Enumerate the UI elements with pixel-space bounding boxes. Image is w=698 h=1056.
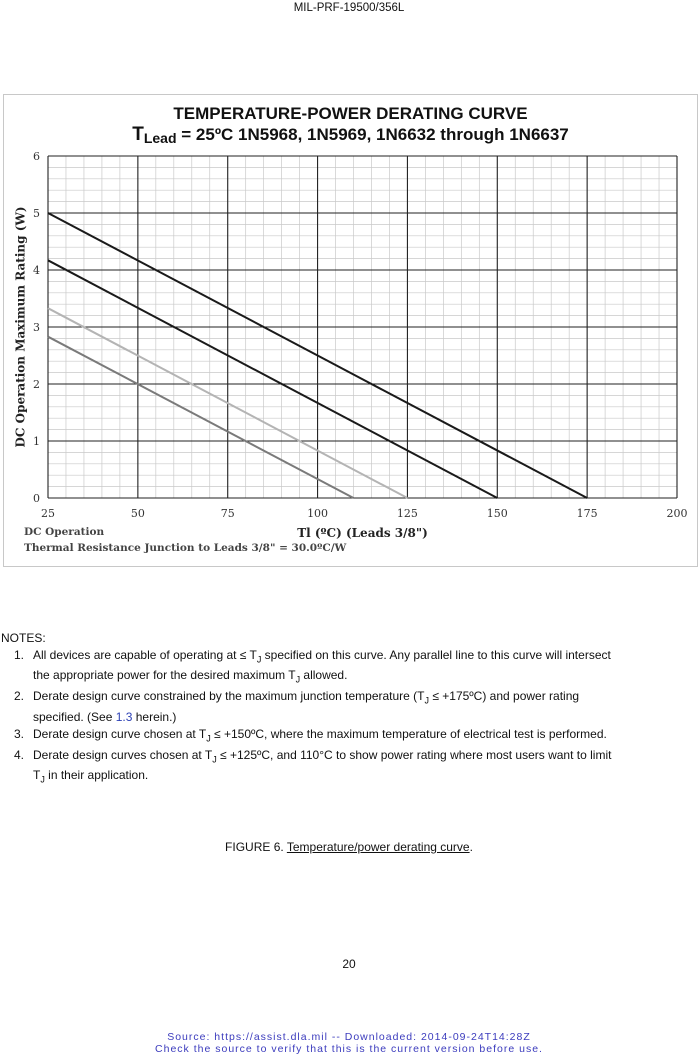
note-number: 1.	[14, 647, 25, 662]
chart-plot	[4, 95, 697, 566]
y-tick-label: 0	[33, 492, 40, 505]
note-1: 1. All devices are capable of operating at ≤ $T_J$ specified on this curve. Any parallel line to this curve will intersect the appropriate power for the desired maximum $T_J$ allowed.	[14, 647, 611, 685]
note-number: 3.	[14, 726, 25, 741]
source-line-1: Source: https://assist.dla.mil -- Downloaded: 2014-09-24T14:28Z	[167, 1031, 531, 1043]
x-tick-label: 200	[666, 507, 688, 520]
x-tick-label: 25	[41, 507, 55, 520]
x-tick-label: 125	[396, 507, 418, 520]
x-tick-label: 75	[220, 507, 235, 520]
y-tick-label: 3	[33, 321, 40, 334]
figure-title: Temperature/power derating curve	[286, 840, 470, 854]
source-line-2: Check the source to verify that this is the current version before use.	[155, 1043, 543, 1055]
note-number: 4.	[14, 747, 25, 762]
tlead-symbol: $T_{Lead}$	[132, 124, 177, 146]
chart-footnote-operation: DC Operation	[24, 526, 105, 538]
y-tick-label: 1	[33, 435, 40, 448]
notes-heading: NOTES:	[1, 631, 46, 645]
y-axis-label: DC Operation Maximum Rating (W)	[13, 206, 28, 448]
note-2: 2. Derate design curve constrained by the maximum junction temperature ($T_J$ ≤ +175ºC) and power rating specified. (See 1.3 herein.)	[14, 689, 580, 725]
x-tick-label: 100	[307, 507, 329, 520]
document-header: MIL-PRF-19500/356L	[293, 2, 405, 14]
derating-line-2	[48, 260, 497, 498]
derating-chart	[3, 94, 698, 567]
chart-title-line1: TEMPERATURE-POWER DERATING CURVE	[173, 104, 528, 123]
note-number: 2.	[14, 689, 25, 704]
chart-footnote-thermal: Thermal Resistance Junction to Leads 3/8" = 30.0ºC/W	[24, 542, 347, 554]
x-tick-label: 50	[130, 507, 145, 520]
page-number: 20	[342, 957, 356, 971]
note-3: 3. Derate design curve chosen at $T_J$ ≤ +150ºC, where the maximum temperature of electrical test is performed.	[14, 726, 607, 744]
note-4: 4. Derate design curves chosen at $T_J$ ≤ +125ºC, and 110°C to show power rating where most users want to limit $T_J$ in their application.	[14, 747, 612, 785]
source-footer	[0, 1031, 698, 1055]
section-reference-link[interactable]: 1.3	[115, 710, 133, 725]
chart-title-line2-text: = 25ºC 1N5968, 1N5969, 1N6632 through 1N6637	[176, 125, 569, 144]
x-axis-label: Tl (ºC) (Leads 3/8")	[297, 526, 428, 540]
y-tick-label: 4	[33, 264, 40, 277]
y-tick-label: 2	[33, 378, 40, 391]
y-tick-label: 5	[33, 207, 40, 220]
x-tick-label: 175	[576, 507, 598, 520]
x-tick-label: 150	[486, 507, 508, 520]
notes-section	[0, 630, 698, 788]
figure-caption: FIGURE 6. Temperature/power derating curve.	[225, 840, 473, 854]
y-tick-label: 6	[33, 150, 40, 163]
